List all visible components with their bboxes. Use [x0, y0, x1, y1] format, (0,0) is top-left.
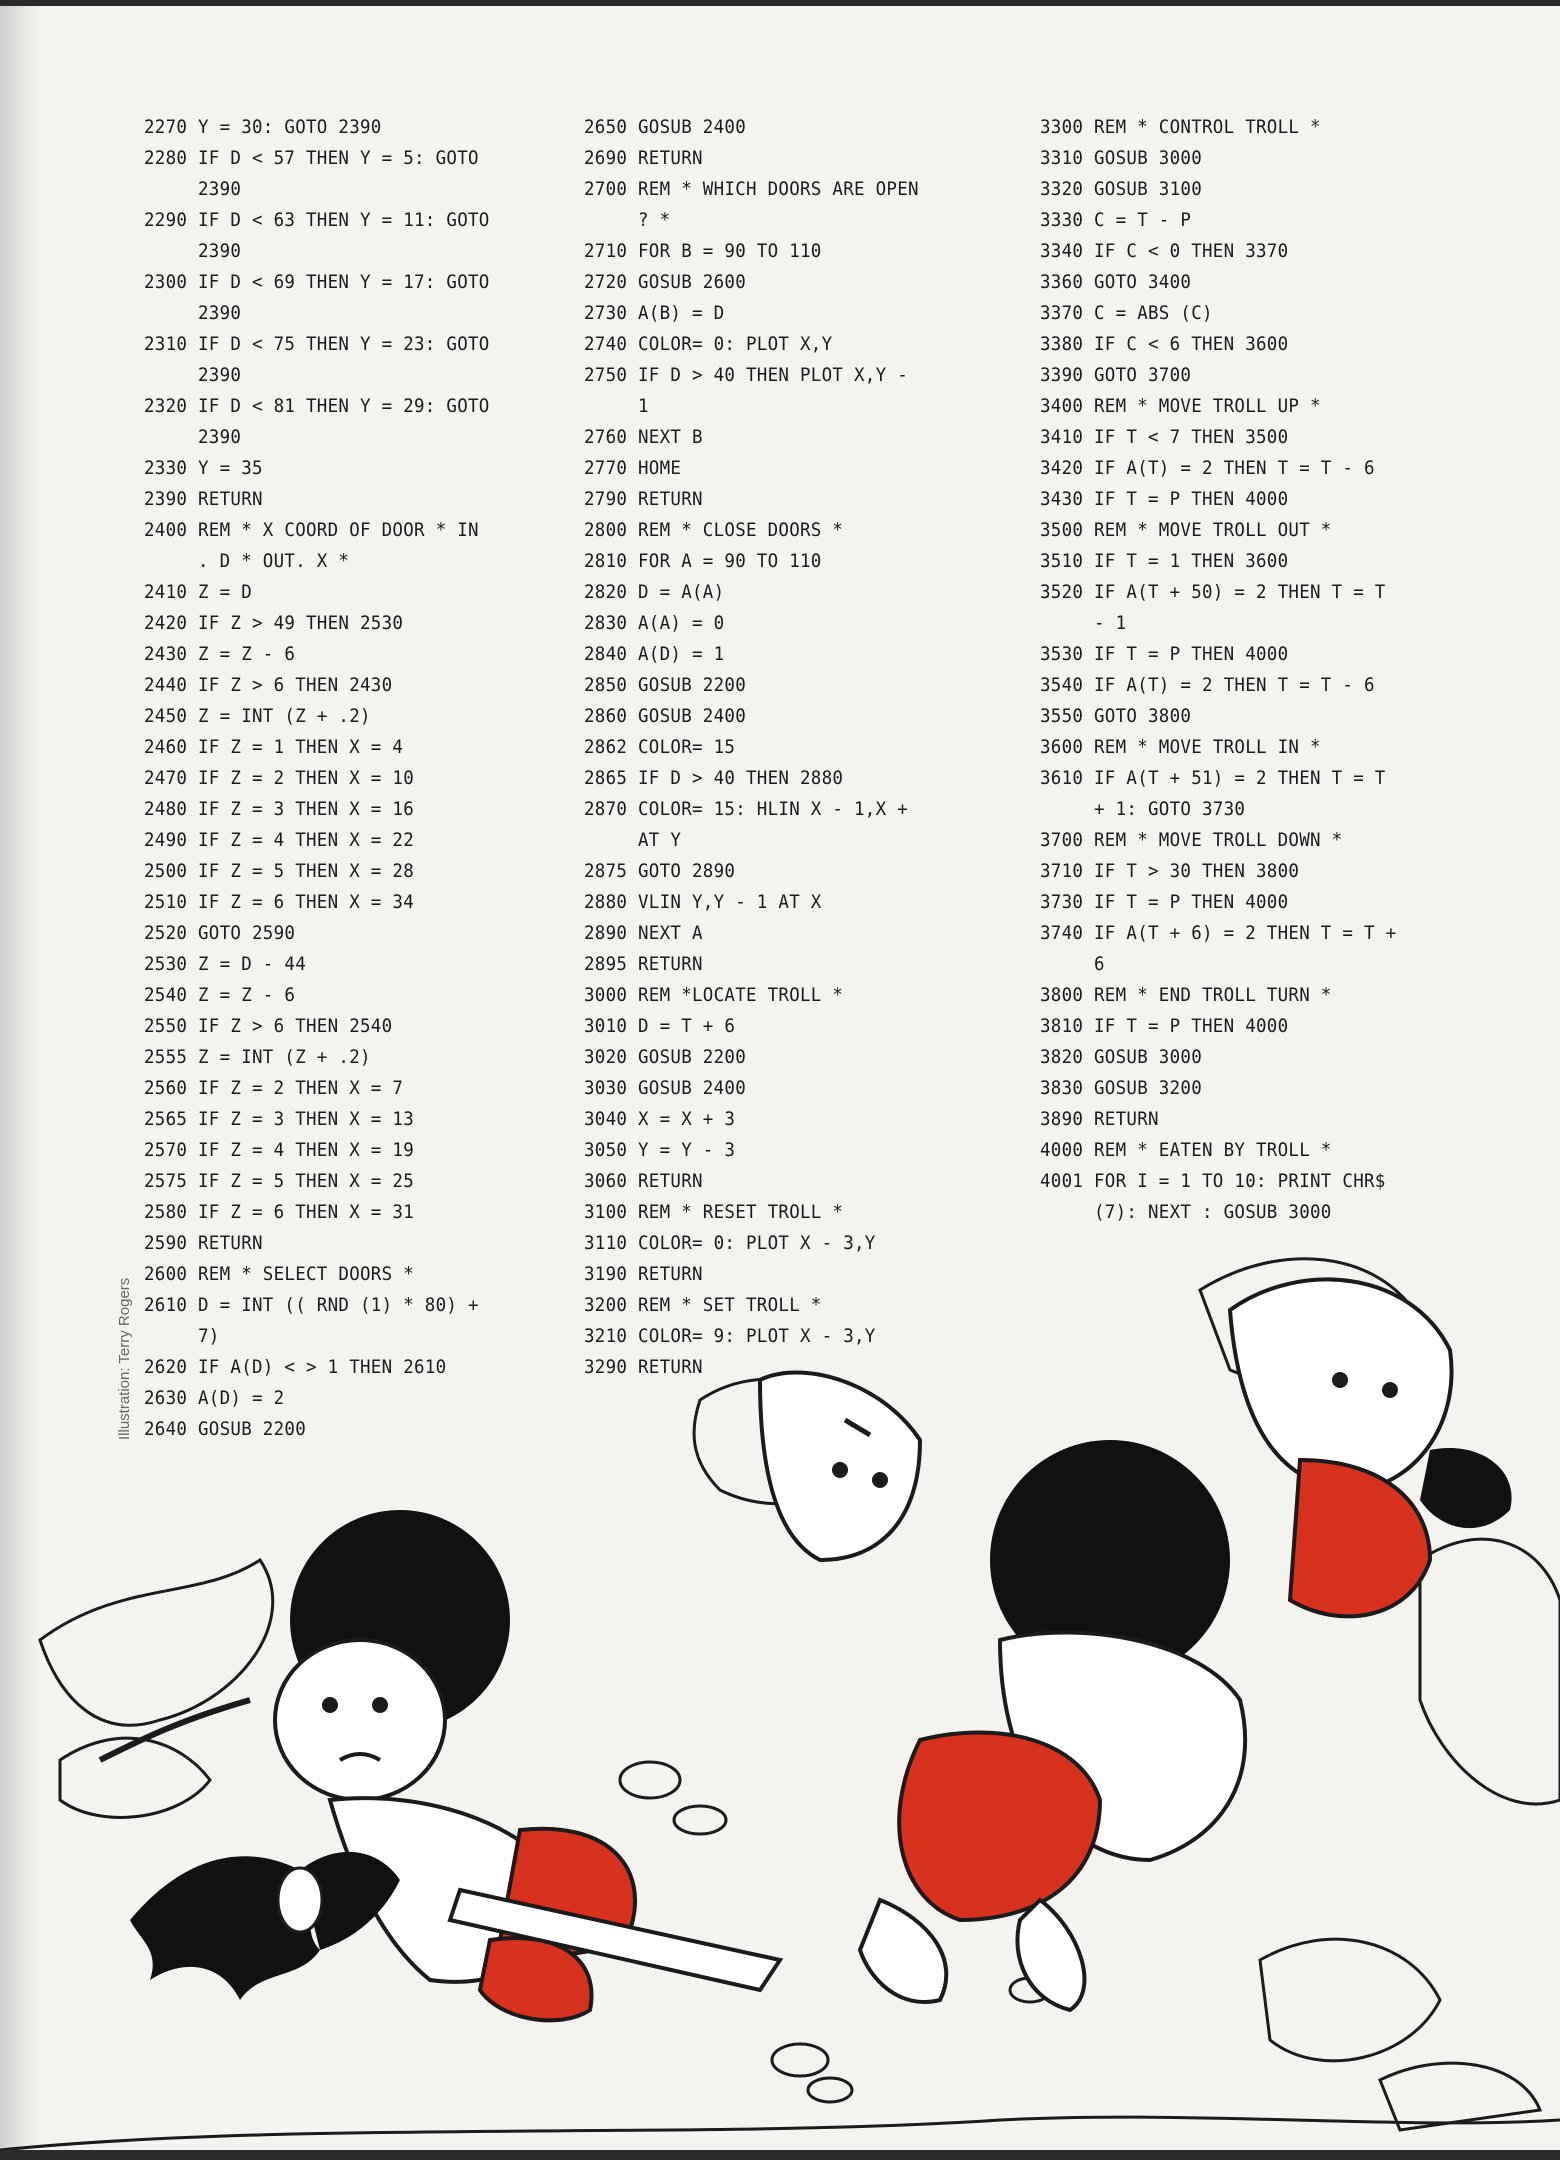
code-line: 3020 GOSUB 2200 — [584, 1046, 747, 1068]
code-line: 2862 COLOR= 15 — [584, 736, 736, 758]
code-line: 3380 IF C < 6 THEN 3600 — [1040, 333, 1289, 355]
code-line: 2390 — [144, 178, 242, 200]
code-line: 3890 RETURN — [1040, 1108, 1159, 1130]
code-line: 2450 Z = INT (Z + .2) — [144, 705, 371, 727]
troll-crawling — [860, 1440, 1245, 2010]
code-line: 2540 Z = Z - 6 — [144, 984, 296, 1006]
code-line: 3010 D = T + 6 — [584, 1015, 736, 1037]
code-line: 3830 GOSUB 3200 — [1040, 1077, 1203, 1099]
page-bottom-edge — [0, 2150, 1560, 2160]
code-line: 2790 RETURN — [584, 488, 703, 510]
code-line: 2550 IF Z > 6 THEN 2540 — [144, 1015, 393, 1037]
code-line: 2430 Z = Z - 6 — [144, 643, 296, 665]
code-line: 2480 IF Z = 3 THEN X = 16 — [144, 798, 415, 820]
code-line: 2640 GOSUB 2200 — [144, 1418, 307, 1440]
code-line: 3310 GOSUB 3000 — [1040, 147, 1203, 169]
code-line: 2710 FOR B = 90 TO 110 — [584, 240, 822, 262]
code-line: 2390 — [144, 426, 242, 448]
code-line: 2830 A(A) = 0 — [584, 612, 725, 634]
code-line: 2270 Y = 30: GOTO 2390 — [144, 116, 382, 138]
code-line: 3340 IF C < 0 THEN 3370 — [1040, 240, 1289, 262]
code-line: - 1 — [1040, 612, 1127, 634]
code-line: 3730 IF T = P THEN 4000 — [1040, 891, 1289, 913]
code-line: 2575 IF Z = 5 THEN X = 25 — [144, 1170, 415, 1192]
code-line: 2720 GOSUB 2600 — [584, 271, 747, 293]
code-line: 2290 IF D < 63 THEN Y = 11: GOTO — [144, 209, 490, 231]
code-line: 2390 — [144, 240, 242, 262]
code-line: 2875 GOTO 2890 — [584, 860, 736, 882]
code-line: 2460 IF Z = 1 THEN X = 4 — [144, 736, 404, 758]
code-line: 3530 IF T = P THEN 4000 — [1040, 643, 1289, 665]
code-line: 3390 GOTO 3700 — [1040, 364, 1192, 386]
code-line: 3740 IF A(T + 6) = 2 THEN T = T + — [1040, 922, 1397, 944]
code-line: 2895 RETURN — [584, 953, 703, 975]
code-line: 2560 IF Z = 2 THEN X = 7 — [144, 1077, 404, 1099]
code-line: 3600 REM * MOVE TROLL IN * — [1040, 736, 1321, 758]
troll-red-shorts — [899, 1733, 1100, 1921]
code-line: . D * OUT. X * — [144, 550, 350, 572]
code-line: 3030 GOSUB 2400 — [584, 1077, 747, 1099]
code-line: 2310 IF D < 75 THEN Y = 23: GOTO — [144, 333, 490, 355]
cat — [1420, 1448, 1512, 1528]
code-line: 3540 IF A(T) = 2 THEN T = T - 6 — [1040, 674, 1375, 696]
troll-red-shorts — [1290, 1460, 1430, 1616]
code-line: 2440 IF Z > 6 THEN 2430 — [144, 674, 393, 696]
code-line: 4001 FOR I = 1 TO 10: PRINT CHR$ — [1040, 1170, 1386, 1192]
code-line: 2390 — [144, 302, 242, 324]
code-line: 3800 REM * END TROLL TURN * — [1040, 984, 1332, 1006]
code-line: 3420 IF A(T) = 2 THEN T = T - 6 — [1040, 457, 1375, 479]
code-line: 2750 IF D > 40 THEN PLOT X,Y - — [584, 364, 908, 386]
code-line: 3700 REM * MOVE TROLL DOWN * — [1040, 829, 1343, 851]
code-line: 3210 COLOR= 9: PLOT X - 3,Y — [584, 1325, 876, 1347]
code-line: 2580 IF Z = 6 THEN X = 31 — [144, 1201, 415, 1223]
code-line: 2880 VLIN Y,Y - 1 AT X — [584, 891, 822, 913]
code-line: 3400 REM * MOVE TROLL UP * — [1040, 395, 1321, 417]
code-line: 4000 REM * EATEN BY TROLL * — [1040, 1139, 1332, 1161]
code-line: 2810 FOR A = 90 TO 110 — [584, 550, 822, 572]
code-line: 3100 REM * RESET TROLL * — [584, 1201, 844, 1223]
code-line: 3290 RETURN — [584, 1356, 703, 1378]
code-line: 2840 A(D) = 1 — [584, 643, 725, 665]
code-line: 2500 IF Z = 5 THEN X = 28 — [144, 860, 415, 882]
code-line: 3430 IF T = P THEN 4000 — [1040, 488, 1289, 510]
code-line: 2630 A(D) = 2 — [144, 1387, 285, 1409]
code-line: 3510 IF T = 1 THEN 3600 — [1040, 550, 1289, 572]
code-line: 3810 IF T = P THEN 4000 — [1040, 1015, 1289, 1037]
code-line: 3410 IF T < 7 THEN 3500 — [1040, 426, 1289, 448]
code-line: 3040 X = X + 3 — [584, 1108, 736, 1130]
bat — [130, 1852, 400, 2000]
code-line: 2390 RETURN — [144, 488, 263, 510]
code-line: 2820 D = A(A) — [584, 581, 725, 603]
code-line: 3550 GOTO 3800 — [1040, 705, 1192, 727]
code-line: 2600 REM * SELECT DOORS * — [144, 1263, 415, 1285]
code-line: 2860 GOSUB 2400 — [584, 705, 747, 727]
code-line: (7): NEXT : GOSUB 3000 — [1040, 1201, 1332, 1223]
code-line: AT Y — [584, 829, 682, 851]
code-line: 2850 GOSUB 2200 — [584, 674, 747, 696]
code-line: 3110 COLOR= 0: PLOT X - 3,Y — [584, 1232, 876, 1254]
code-line: 2400 REM * X COORD OF DOOR * IN — [144, 519, 479, 541]
code-line: 2650 GOSUB 2400 — [584, 116, 747, 138]
code-line: 3520 IF A(T + 50) = 2 THEN T = T — [1040, 581, 1386, 603]
code-line: 3200 REM * SET TROLL * — [584, 1294, 822, 1316]
code-line: 3190 RETURN — [584, 1263, 703, 1285]
code-line: 3500 REM * MOVE TROLL OUT * — [1040, 519, 1332, 541]
code-line: 3370 C = ABS (C) — [1040, 302, 1213, 324]
code-line: 2565 IF Z = 3 THEN X = 13 — [144, 1108, 415, 1130]
code-line: 2800 REM * CLOSE DOORS * — [584, 519, 844, 541]
code-line: 2570 IF Z = 4 THEN X = 19 — [144, 1139, 415, 1161]
code-line: 2700 REM * WHICH DOORS ARE OPEN — [584, 178, 919, 200]
code-line: + 1: GOTO 3730 — [1040, 798, 1246, 820]
code-line: 2610 D = INT (( RND (1) * 80) + — [144, 1294, 479, 1316]
code-line: 3710 IF T > 30 THEN 3800 — [1040, 860, 1300, 882]
code-line: 2470 IF Z = 2 THEN X = 10 — [144, 767, 415, 789]
troll-with-cat — [1230, 1279, 1512, 1616]
code-line: 3820 GOSUB 3000 — [1040, 1046, 1203, 1068]
code-line: 2760 NEXT B — [584, 426, 703, 448]
code-line: 3000 REM *LOCATE TROLL * — [584, 984, 844, 1006]
code-line: 2730 A(B) = D — [584, 302, 725, 324]
code-line: 2280 IF D < 57 THEN Y = 5: GOTO — [144, 147, 479, 169]
code-line: 6 — [1040, 953, 1105, 975]
code-line: 2530 Z = D - 44 — [144, 953, 307, 975]
code-line: 3060 RETURN — [584, 1170, 703, 1192]
code-line: 2490 IF Z = 4 THEN X = 22 — [144, 829, 415, 851]
code-line: 3300 REM * CONTROL TROLL * — [1040, 116, 1321, 138]
code-line: 2330 Y = 35 — [144, 457, 263, 479]
code-line: 2555 Z = INT (Z + .2) — [144, 1046, 371, 1068]
code-line: 2870 COLOR= 15: HLIN X - 1,X + — [584, 798, 908, 820]
code-line: 2420 IF Z > 49 THEN 2530 — [144, 612, 404, 634]
code-line: 2740 COLOR= 0: PLOT X,Y — [584, 333, 833, 355]
code-line: 2390 — [144, 364, 242, 386]
code-line: 3050 Y = Y - 3 — [584, 1139, 736, 1161]
code-line: 2590 RETURN — [144, 1232, 263, 1254]
code-line: 1 — [584, 395, 649, 417]
code-line: 2300 IF D < 69 THEN Y = 17: GOTO — [144, 271, 490, 293]
code-line: 2690 RETURN — [584, 147, 703, 169]
code-line: 2865 IF D > 40 THEN 2880 — [584, 767, 844, 789]
code-line: 7) — [144, 1325, 220, 1347]
code-line: 2620 IF A(D) < > 1 THEN 2610 — [144, 1356, 447, 1378]
code-line: 2520 GOTO 2590 — [144, 922, 296, 944]
code-line: 2320 IF D < 81 THEN Y = 29: GOTO — [144, 395, 490, 417]
code-line: 2890 NEXT A — [584, 922, 703, 944]
code-line: 3610 IF A(T + 51) = 2 THEN T = T — [1040, 767, 1386, 789]
illustration-credit: Illustration: Terry Rogers — [116, 1277, 133, 1440]
troll-peeking — [760, 1373, 920, 1561]
code-line: 2770 HOME — [584, 457, 682, 479]
code-line: 2410 Z = D — [144, 581, 252, 603]
code-line: 3320 GOSUB 3100 — [1040, 178, 1203, 200]
code-line: 3330 C = T - P — [1040, 209, 1192, 231]
code-line: 2510 IF Z = 6 THEN X = 34 — [144, 891, 415, 913]
code-line: ? * — [584, 209, 671, 231]
code-line: 3360 GOTO 3400 — [1040, 271, 1192, 293]
